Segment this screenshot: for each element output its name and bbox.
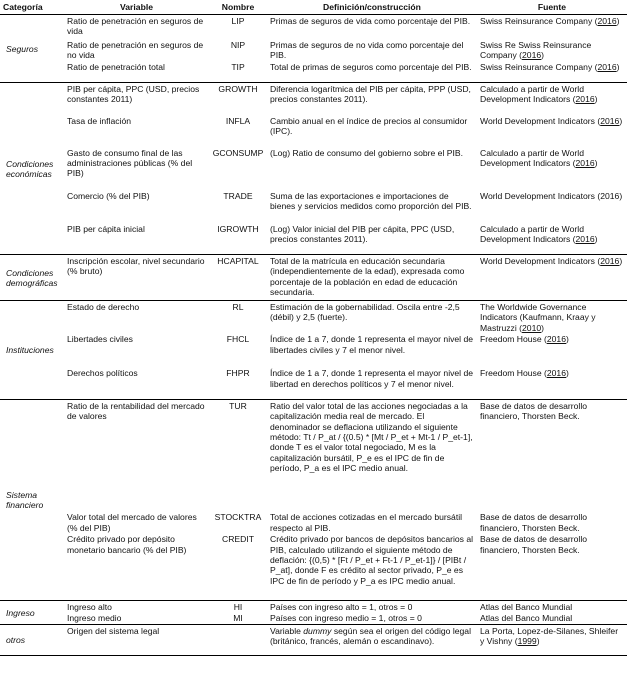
name-cell: FHPR: [209, 367, 267, 399]
variable-cell: Inscripción escolar, nivel secundario (% bruto): [64, 255, 209, 301]
name-cell: TUR: [229, 400, 247, 411]
table-row: [0, 147, 627, 190]
source-text: Calculado a partir de World Development Indicators: [480, 84, 584, 105]
source-cell: [477, 600, 627, 612]
source-text: Calculado a partir de World Development Indicators: [480, 223, 584, 244]
variable-cell: Ingreso alto: [67, 601, 112, 612]
definition-cell: Total de primas de seguros como porcentaje del PIB.: [267, 61, 477, 83]
source-year-link[interactable]: 2016: [600, 115, 620, 126]
table-row: [0, 115, 627, 147]
source-text: World Development Indicators: [480, 256, 595, 266]
name-cell: FHCL: [226, 334, 250, 345]
definition-cell: Suma de las exportaciones e importaciones de bienes y servicios medidos como proporción del PIB.: [270, 190, 472, 211]
source-cell: Swiss Re Swiss Reinsurance Company (2016): [480, 39, 592, 60]
table-row: [0, 39, 627, 61]
source-cell: [477, 190, 627, 223]
name-cell: INFLA: [225, 115, 251, 126]
table-row: [0, 61, 627, 83]
table-row: [0, 255, 627, 301]
name-cell: HI: [233, 601, 243, 612]
source-cell: [477, 612, 627, 624]
source-cell: La Porta, Lopez-de-Silanes, Shleifer y Vishny (1999): [477, 624, 627, 655]
source-cell: Swiss Reinsurance Company (2016): [477, 61, 627, 83]
definition-cell: Primas de seguros de vida como porcentaje del PIB.: [270, 16, 471, 26]
header-categoria: Categoría: [0, 0, 64, 15]
category-cell: Condiciones económicas: [0, 83, 64, 255]
table-row: [0, 367, 627, 399]
source-text: Atlas del Banco Mundial: [480, 601, 573, 612]
variable-cell: Valor total del mercado de valores (% del PIB): [67, 512, 197, 533]
source-year-link[interactable]: 2016: [575, 233, 595, 244]
definition-cell: Cambio anual en el índice de precios al consumidor (IPC).: [270, 115, 468, 136]
source-text: Base de datos de desarrollo financiero, Thorsten Beck.: [480, 512, 588, 533]
definition-cell: Crédito privado por bancos de depósitos bancarios al PIB, calculado utilizando el siguiente método de deflación: {(0,5) * [Ft / P_et + Ft-1 / P_et-1]} / [PIBt / P_at], donde F es crédito al sector privado, P_e es IPC de fin de período y P_a es IPC medio anual.: [267, 533, 477, 600]
table-header-row: [0, 0, 627, 15]
category-cell: Ingreso: [0, 600, 64, 624]
name-cell: GCONSUMP: [212, 147, 264, 158]
definition-cell: Diferencia logarítmica del PIB per cápita, PPP (USD, precios constantes 2011).: [270, 84, 471, 105]
source-text: Swiss Re Swiss Reinsurance Company: [480, 39, 592, 60]
name-cell: TIP: [209, 61, 267, 83]
source-year-link[interactable]: 2016: [597, 16, 617, 26]
variable-cell: PIB per cápita inicial: [64, 223, 209, 255]
header-fuente: Fuente: [477, 0, 627, 15]
category-cell: Sistema financiero: [0, 399, 64, 600]
definition-cell: (Log) Ratio de consumo del gobierno sobre el PIB.: [270, 147, 463, 158]
table-row: [0, 301, 627, 334]
table-row: [0, 15, 627, 39]
source-text: La Porta, Lopez-de-Silanes, Shleifer y Vishny: [480, 625, 619, 647]
category-cell: Condiciones demográficas: [0, 255, 64, 301]
source-text: World Development Indicators (2016): [480, 190, 623, 201]
table-row: [0, 190, 627, 223]
name-cell: NIP: [230, 39, 246, 50]
definition-cell: Índice de 1 a 7, donde 1 representa el mayor nivel de libertades civiles y 7 el menor nivel.: [270, 334, 474, 355]
name-cell: CREDIT: [209, 533, 267, 600]
table-row: [0, 533, 627, 600]
name-cell: LIP: [231, 16, 245, 26]
variable-cell: Crédito privado por depósito monetario bancario (% del PIB): [64, 533, 209, 600]
name-cell: GROWTH: [218, 84, 258, 94]
name-cell: MI: [209, 612, 267, 624]
variable-cell: Ratio de la rentabilidad del mercado de valores: [67, 400, 205, 422]
source-cell: [477, 399, 627, 511]
source-text: Swiss Reinsurance Company: [480, 16, 593, 26]
variable-cell: Ratio de penetración en seguros de no vida: [67, 39, 204, 60]
name-cell: IGROWTH: [209, 223, 267, 255]
name-cell: [209, 624, 267, 655]
table-row: [0, 600, 627, 612]
definition-cell: Total de la matrícula en educación secundaria (independientemente de la edad), expresada como porcentaje de la población en edad de educación secundaria.: [267, 255, 477, 301]
source-year-link[interactable]: 1999: [517, 636, 537, 647]
definition-cell: Ratio del valor total de las acciones negociadas a la capitalización media real de mercado. El denominador se deflaciona utilizando el siguiente método: Tt / P_at / {(0.5) * [Mt / P_et + Mt-1 / P_et-1], donde T es el valor total negociado, M es la capitalización bursátil, P_e es el IPC de fin de período, P_a es el IPC medio anual.: [270, 400, 473, 474]
source-year-link[interactable]: 2016: [546, 368, 566, 379]
table-row: [0, 624, 627, 655]
source-tail: ): [541, 322, 545, 333]
source-text: Base de datos de desarrollo financiero, Thorsten Beck.: [480, 400, 588, 422]
source-cell: Freedom House (2016): [480, 334, 569, 345]
source-year-link[interactable]: 2016: [522, 49, 542, 60]
source-text: World Development Indicators: [480, 115, 595, 126]
definition-cell: Índice de 1 a 7, donde 1 representa el mayor nivel de libertad en derechos políticos y 7 el menor nivel.: [267, 367, 477, 399]
category-cell: Seguros: [0, 15, 64, 83]
source-year-link[interactable]: 2016: [575, 94, 595, 105]
source-text: Freedom House: [480, 368, 542, 379]
source-text: Swiss Reinsurance Company: [480, 61, 593, 72]
source-cell: The Worldwide Governance Indicators (Kaufmann, Kraay y Mastruzzi (2010): [480, 302, 596, 333]
variable-cell: Origen del sistema legal: [64, 624, 209, 655]
definition-cell: Estimación de la gobernabilidad. Oscila entre -2,5 (débil) y 2,5 (fuerte).: [270, 302, 460, 323]
variable-cell: Gasto de consumo final de las administraciones públicas (% del PIB): [67, 147, 193, 179]
header-nombre: Nombre: [209, 0, 267, 15]
category-cell: otros: [0, 624, 64, 655]
source-cell: Calculado a partir de World Development Indicators (2016): [480, 84, 598, 105]
source-text: Freedom House: [480, 334, 542, 345]
source-cell: World Development Indicators (2016): [480, 115, 623, 126]
source-text: Base de datos de desarrollo financiero, Thorsten Beck.: [480, 534, 588, 555]
source-cell: Calculado a partir de World Development Indicators (2016): [477, 223, 627, 255]
source-cell: Freedom House (2016): [477, 367, 627, 399]
header-definicion: Definición/construcción: [267, 0, 477, 15]
source-year-link[interactable]: 2016: [575, 157, 595, 168]
header-variable: Variable: [64, 0, 209, 15]
variable-cell: Ratio de penetración total: [64, 61, 209, 83]
definition-cell: Total de acciones cotizadas en el mercado bursátil respecto al PIB.: [270, 512, 463, 533]
name-cell: HCAPITAL: [209, 255, 267, 301]
name-cell: RL: [232, 302, 244, 312]
source-cell: Calculado a partir de World Development Indicators (2016): [480, 147, 598, 168]
source-cell: Swiss Reinsurance Company (2016): [480, 16, 620, 26]
variable-cell: Estado de derecho: [67, 302, 140, 312]
variable-cell: Derechos políticos: [64, 367, 209, 399]
table-row: [0, 83, 627, 115]
source-year-link[interactable]: 2016: [600, 256, 620, 266]
variable-cell: Ingreso medio: [64, 612, 209, 624]
category-cell: Instituciones: [0, 301, 64, 400]
definition-cell: (Log) Valor inicial del PIB per cápita, PPC (USD, precios constantes 2011).: [267, 223, 477, 255]
variable-cell: Ratio de penetración en seguros de vida: [67, 16, 204, 37]
source-cell: [477, 533, 627, 600]
variable-cell: Libertades civiles: [67, 334, 133, 345]
table-row: [0, 511, 627, 533]
variable-cell: Comercio (% del PIB): [67, 190, 150, 201]
definition-cell: Países con ingreso medio = 1, otros = 0: [267, 612, 477, 624]
source-text: Atlas del Banco Mundial: [480, 613, 573, 624]
table-row: [0, 333, 627, 367]
source-year-link[interactable]: 2016: [597, 61, 617, 72]
table-row: [0, 612, 627, 624]
table-row: [0, 223, 627, 255]
table-row: [0, 399, 627, 511]
source-text: Calculado a partir de World Development Indicators: [480, 147, 584, 168]
definition-cell: Variable dummy según sea el origen del código legal (británico, francés, alemán o escandinavo).: [267, 624, 477, 655]
variable-cell: PIB per cápita, PPC (USD, precios constantes 2011): [67, 84, 200, 105]
name-cell: STOCKTRA: [214, 512, 262, 523]
definition-cell: Países con ingreso alto = 1, otros = 0: [270, 601, 413, 612]
source-cell: [477, 511, 627, 533]
source-text: The Worldwide Governance Indicators (Kaufmann, Kraay y Mastruzzi: [480, 302, 596, 333]
definition-cell: Primas de seguros de no vida como porcentaje del PIB.: [270, 39, 464, 60]
source-year-link[interactable]: 2016: [546, 334, 566, 345]
source-cell: World Development Indicators (2016): [477, 255, 627, 301]
source-year-link[interactable]: 2010: [522, 322, 542, 333]
variable-cell: Tasa de inflación: [67, 115, 132, 126]
name-cell: TRADE: [223, 190, 253, 201]
